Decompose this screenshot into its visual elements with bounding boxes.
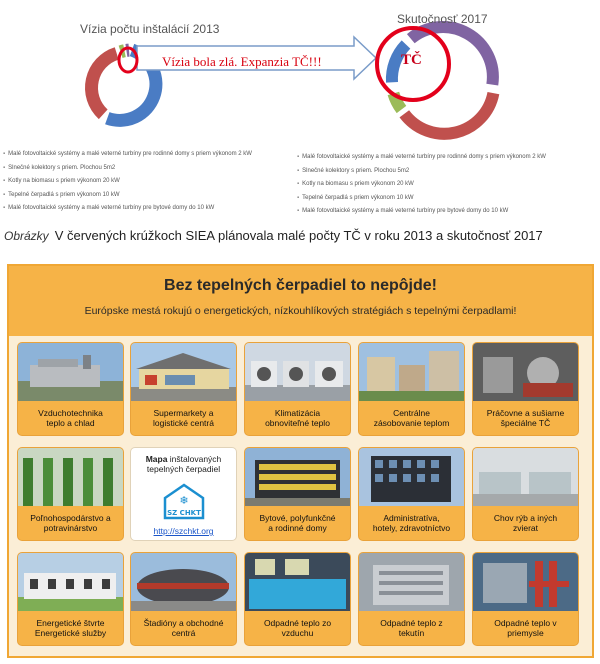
tile-fish-farm [473,448,578,540]
legend-item: ▪ Malé fotovoltaické systémy a malé veterné turbíny pre rodinné domy s priem výkonom 2 kW [297,154,546,168]
szchkt-link[interactable]: http://szchkt.org [153,526,214,536]
greenhouse-photo [18,448,123,506]
office-photo [359,448,464,506]
apartment-photo [245,448,350,506]
left-legend [3,151,252,219]
industrial-hvac-photo [18,343,123,401]
tile-stadium [131,553,236,645]
poster-header [9,266,592,336]
tc-label: TČ [401,52,422,68]
tile-label: Odpadné teplo zo vzduchu [263,618,332,638]
tile-label: Chov rýb a iných zvierat [493,513,558,533]
cooling-tower-photo [359,553,464,611]
left-donut-red-segment [92,53,117,114]
tile-office [359,448,464,540]
tile-row-houses [18,553,123,645]
callout-text: Vízia bola zlá. Expanzia TČ!!! [162,54,322,69]
row-houses-photo [18,553,123,611]
right-donut-purple-segment [411,27,493,85]
legend-item: ▪ Kotly na biomasu s priem výkonom 20 kW [3,178,252,192]
tile-label: Vzduchotechnika teplo a chlad [38,408,103,428]
tile-label: Poľnohospodárstvo a potravinárstvo [30,513,111,533]
tile-city-block [359,343,464,435]
legend-item: ▪ Slnečné kolektory s priem. Plochou 5m2 [3,165,252,179]
tile-label: Supermarkety a logistické centrá [153,408,214,428]
heat-pump-poster [7,264,594,658]
tile-pool [245,553,350,645]
tile-label: Odpadné teplo v priemysle [494,618,557,638]
legend-item: ▪ Malé fotovoltaické systémy a malé veterné turbíny pre rodinné domy s priem výkonom 2 kW [3,151,252,165]
tile-label: Centrálne zásobovanie teplom [373,408,450,428]
legend-item: ▪ Tepelné čerpadlá s priem výkonom 10 kW [3,192,252,206]
pool-photo [245,553,350,611]
map-tile-line1: inštalovaných [167,454,222,464]
tile-greenhouse [18,448,123,540]
legend-item: ▪ Kotly na biomasu s priem výkonom 20 kW [297,181,546,195]
tile-label: Klimatizácia obnoviteľné teplo [265,408,330,428]
tile-cooling-tower [359,553,464,645]
stadium-photo [131,553,236,611]
legend-item: ▪ Malé fotovoltaické systémy a malé veterné turbíny pre bytové domy do 10 kW [3,205,252,219]
tile-label: Práčovne a sušiarne špeciálne TČ [486,408,565,428]
tile-machinery [473,343,578,435]
right-legend [297,154,546,222]
caption-prefix: Obrázky [4,229,49,243]
tile-label: Administratíva, hotely, zdravotníctvo [372,513,451,533]
city-block-photo [359,343,464,401]
right-chart-title: Skutočnosť 2017 [397,12,488,26]
legend-item: ▪ Tepelné čerpadlá s priem výkonom 10 kW [297,195,546,209]
map-tile-text [131,454,236,474]
map-tile-line2: tepelných čerpadiel [146,464,221,475]
map-info-tile [131,448,236,540]
map-tile-bold: Mapa [145,454,168,464]
tile-label: Energetické štvrte Energetické služby [34,618,107,638]
tile-label: Odpadné teplo z tekutín [380,618,443,638]
tile-pipes [473,553,578,645]
szchkt-logo-icon [161,482,207,520]
supermarket-photo [131,343,236,401]
fish-farm-photo [473,448,578,506]
logo-text: SZ CHKT [167,509,201,517]
legend-item: ▪ Slnečné kolektory s priem. Plochou 5m2 [297,168,546,182]
poster-title: Bez tepelných čerpadiel to nepôjde! [164,277,437,294]
tile-industrial-hvac [18,343,123,435]
tile-apartment [245,448,350,540]
left-chart-title: Vízia počtu inštalácií 2013 [80,22,220,36]
ac-units-photo [245,343,350,401]
poster-subtitle: Európske mestá rokujú o energetických, nízkouhlíkových stratégiách s tepelnými čerpadlami! [84,305,517,317]
tile-ac-units [245,343,350,435]
caption-text: V červených krúžkoch SIEA plánovala malé počty TČ v roku 2013 a skutočnosť 2017 [54,228,543,243]
tile-label: Štadióny a obchodné centrá [143,618,224,638]
figure-caption [4,228,543,243]
pipes-photo [473,553,578,611]
svg-text:❄: ❄ [179,494,189,507]
tile-label: Bytové, polyfunkčné a rodinné domy [259,513,336,533]
machinery-photo [473,343,578,401]
tile-supermarket [131,343,236,435]
legend-item: ▪ Malé fotovoltaické systémy a malé veterné turbíny pre bytové domy do 10 kW [297,208,546,222]
